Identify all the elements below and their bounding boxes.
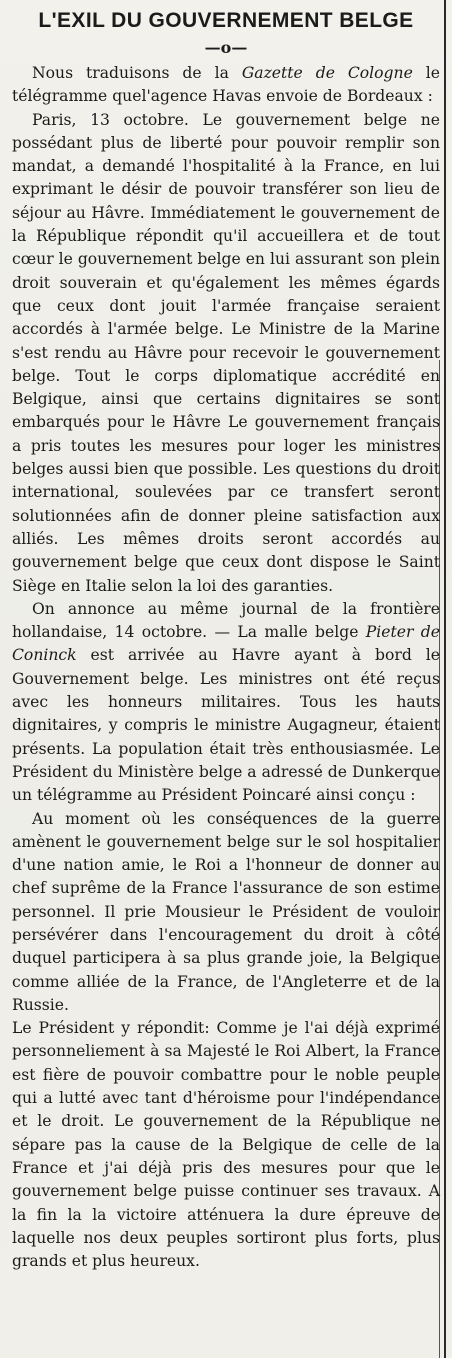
title-separator: —o— <box>204 38 248 57</box>
intro-text-a: Nous traduisons de la <box>32 64 242 82</box>
column-rule <box>444 0 446 1358</box>
article <box>12 6 440 1273</box>
paragraph-reply: Le Président y répondit: Comme je l'ai déjà exprimé personneliement à sa Majesté le Roi Albert, la France est fière de pouvoir combattre pour le noble peuple qui a lutté avec tant d'héroisme pour l'indépendance et le droit. Le gouvernement de la République ne sépare pas la cause de la Belgique de celle de la France et j'ai déjà pris des mesures pour que le gouvernement belge puisse continuer ses travaux. A la fin la la victoire atténuera la dure épreuve de laquelle nos deux peuples sortiront plus forts, plus grands et plus heureux. <box>12 1019 440 1271</box>
frontier-text-a: On annonce au même journal de la frontière hollandaise, 14 octobre. — La malle belge <box>12 599 440 642</box>
ship-name: Pieter de Coninck <box>12 623 441 665</box>
intro-text-b: le télégramme quel'agence Havas envoie de Bordeaux : <box>12 64 440 106</box>
source-name: Gazette de Cologne <box>241 64 413 82</box>
paragraph-paris-dispatch: Paris, 13 octobre. Le gouvernement belge ne possédant plus de liberté pour pouvoir remplir son mandat, a demandé l'hospitalité à la France, en lui exprimant le désir de pouvoir transférer son lieu de séjour au Hâvre. Immédiatement le gouvernement de la République répondit qu'il accueillera et de tout cœur le gouvernement belge en lui assurant son plein droit souverain et qu'également les mêmes égards que ceux dont jouit l'armée française seraient accordés à l'armée belge. Le Ministre de la Marine s'est rendu au Hâvre pour recevoir le gouvernement belge. Tout le corps diplomatique accrédité en Belgique, ainsi que certains dignitaires se sont embarqués pour le Hâvre Le gouvernement français a pris toutes les mesures pour loger les ministres belges aussi bien que possible. Les questions du droit international, soulevées par ce transfert seront solutionnées afin de donner pleine satisfaction aux alliés. Les mêmes droits seront accordés au gouvernement belge que ceux dont dispose le Saint Siège en Italie selon la loi des garanties. <box>12 110 440 595</box>
article-title: L'EXIL DU GOUVERNEMENT BELGE <box>38 9 414 32</box>
paragraph-frontier-dispatch <box>12 598 440 808</box>
frontier-text-b: est arrivée au Havre ayant à bord le Gouvernement belge. Les ministres ont été reçus avec les honneurs militaires. Tous les hauts dignitaires, y compris le ministre Augagneur, étaient présents. La population était très enthousiasmée. Le Président du Ministère belge a adressé de Dunkerque un télégramme au Président Poincaré ainsi conçu : <box>12 646 440 805</box>
paragraph-intro <box>12 62 440 109</box>
paragraph-telegram: Au moment où les conséquences de la guerre amènent le gouvernement belge sur le sol hospitalier d'une nation amie, le Roi a l'honneur de donner au chef suprême de la France l'assurance de son estime personnel. Il prie Mousieur le Président de vouloir persévérer dans l'encouragement du droit à côté duquel participera à sa plus grande joie, la Belgique comme alliée de la France, de l'Angleterre et de la Russie. <box>12 809 440 1014</box>
